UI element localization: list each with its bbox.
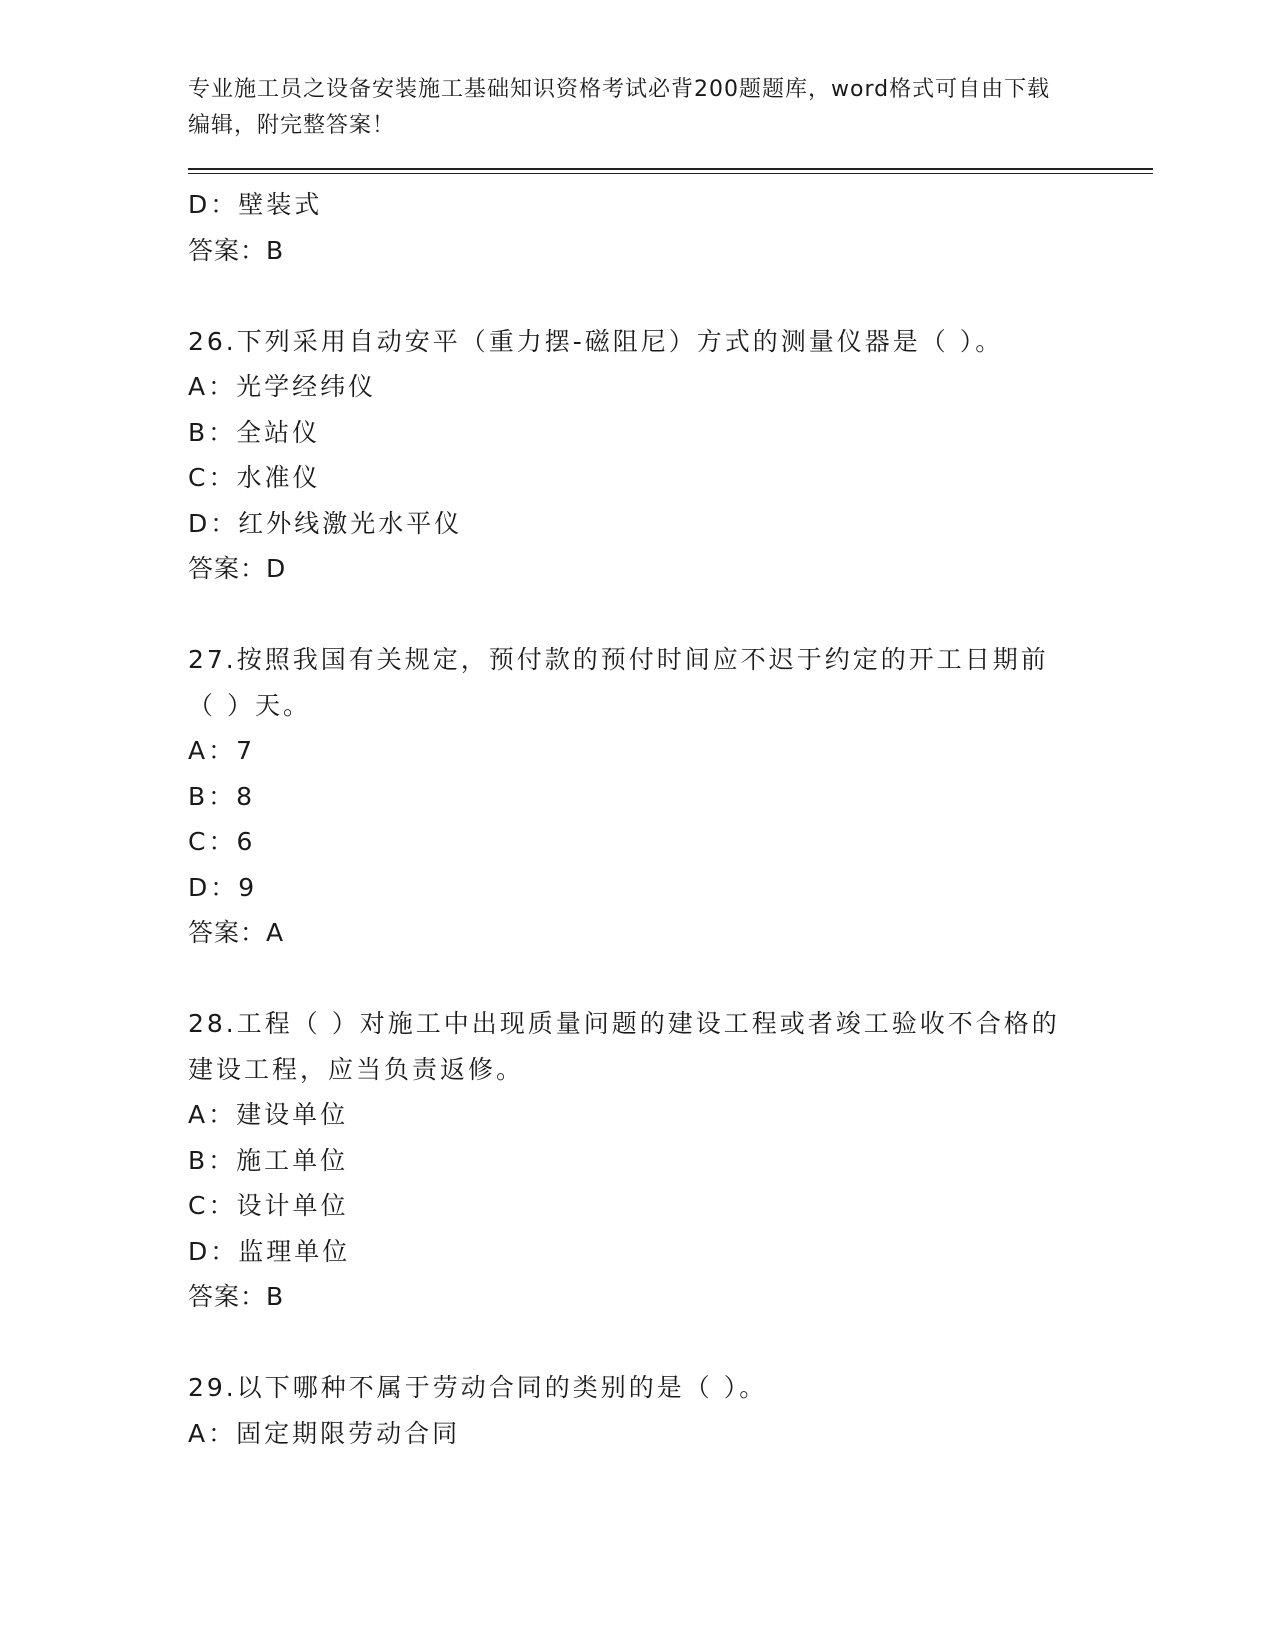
spacer	[188, 1320, 1153, 1366]
spacer	[188, 273, 1153, 319]
question-stem: 26.下列采用自动安平（重力摆-磁阻尼）方式的测量仪器是（ ）。	[188, 326, 1004, 356]
spacer	[188, 592, 1153, 638]
option-line: D：壁装式	[188, 190, 323, 219]
option-line: A：7	[188, 736, 256, 765]
option-line: D：监理单位	[188, 1236, 351, 1266]
question-stem: 29.以下哪种不属于劳动合同的类别的是（ ）。	[188, 1373, 768, 1402]
option-line: B：8	[188, 781, 256, 811]
option-line: A：建设单位	[188, 1100, 349, 1129]
answer-line: 答案：D	[188, 554, 287, 583]
answer-line: 答案：A	[188, 918, 285, 947]
answer-line: 答案：B	[188, 235, 285, 265]
option-line: C：水准仪	[188, 463, 321, 492]
question-stem: 28.工程（ ）对施工中出现质量问题的建设工程或者竣工验收不合格的建设工程，应当负责返修。	[188, 1009, 1060, 1084]
option-line: A：光学经纬仪	[188, 372, 377, 401]
option-line: D：9	[188, 872, 258, 902]
question-list	[188, 182, 1153, 1456]
document-page	[188, 72, 1153, 1456]
option-line: C：6	[188, 827, 256, 856]
option-line: C：设计单位	[188, 1191, 349, 1220]
option-line: B：全站仪	[188, 417, 321, 447]
header-divider	[188, 168, 1153, 174]
option-line: D：红外线激光水平仪	[188, 508, 463, 538]
document-header: 专业施工员之设备安装施工基础知识资格考试必背200题题库，word格式可自由下载编辑，附完整答案！	[188, 77, 1051, 138]
spacer	[188, 956, 1153, 1002]
question-stem: 27.按照我国有关规定，预付款的预付时间应不迟于约定的开工日期前（ ）天。	[188, 645, 1049, 720]
option-line: B：施工单位	[188, 1145, 349, 1175]
option-line: A：固定期限劳动合同	[188, 1418, 461, 1448]
answer-line: 答案：B	[188, 1282, 285, 1311]
